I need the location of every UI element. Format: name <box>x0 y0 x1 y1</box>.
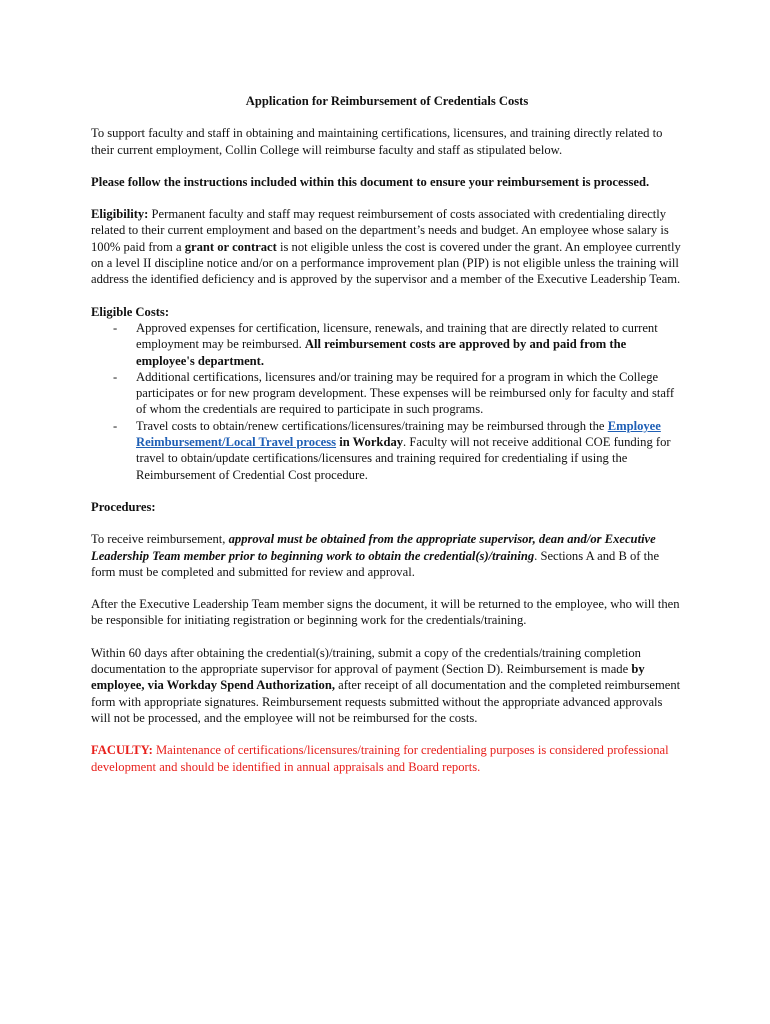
procedures-p1-emphasis: approval must be obtained from the appropriate supervisor, dean and/or Executive Leadership Team member prior to beginning work to obtain the credential(s)/training <box>91 532 656 563</box>
faculty-note <box>91 742 683 775</box>
intro-paragraph: To support faculty and staff in obtaining and maintaining certifications, licensures, and training directly related to their current employment, Collin College will reimburse faculty and staff as stipulated below. <box>91 126 663 157</box>
list-bullet: - <box>113 369 118 384</box>
eligibility-heading: Eligibility: <box>91 207 149 222</box>
procedures-p3-text-2: after receipt of all documentation and the completed reimbursement form with appropriate signatures. Reimbursement requests submitted without the appropriate advanced approvals will not be processed, and the employee will not be reimbursed for the costs. <box>91 678 681 725</box>
cost-item-3-bold: in Workday <box>336 435 404 450</box>
procedures-p1-text-2: . Sections A and B of the form must be completed and submitted for review and approval. <box>91 548 660 579</box>
procedures-heading: Procedures: <box>91 499 156 514</box>
cost-item-1-text: Approved expenses for certification, licensure, renewals, and training that are directly related to current employment may be reimbursed. <box>136 320 658 352</box>
faculty-note-label: FACULTY: <box>91 743 153 758</box>
eligibility-text-2: is not eligible unless the cost is covered under the grant. An employee currently on a level II discipline notice and/or on a performance improvement plan (PIP) is not eligible unless the training will address the identified deficiency and is approved by the supervisor and a member of the Executive Leadership Team. <box>91 239 681 287</box>
cost-item-1-bold: All reimbursement costs are approved by and paid from the employee's department. <box>136 337 627 368</box>
eligible-costs-heading: Eligible Costs: <box>91 304 170 319</box>
list-item <box>91 369 683 418</box>
cost-item-2-text: Additional certifications, licensures and/or training may be required for a program in which the College participates or for new program development. These expenses will be reimbursed only for faculty and staff of whom the credentials are required to participate in such programs. <box>136 369 675 417</box>
cost-item-3-text-2: . Faculty will not receive additional COE funding for travel to obtain/update certifications/licensures and training required for credentialing if using the Reimbursement of Credential Cost procedure. <box>136 435 671 482</box>
list-item <box>91 418 683 483</box>
list-item <box>91 320 683 369</box>
eligible-costs-list <box>91 320 683 483</box>
eligibility-emphasis: grant or contract <box>184 239 277 254</box>
procedures-p3-bold: by employee, via Workday Spend Authorization, <box>91 662 645 693</box>
document-body <box>91 93 683 791</box>
eligibility-text-1: Permanent faculty and staff may request reimbursement of costs associated with credentialing directly related to their current employment and based on the department’s needs and budget. An employee whose salary is 100% paid from a <box>91 207 669 254</box>
cost-item-3-text-1: Travel costs to obtain/renew certifications/licensures/training may be reimbursed through the <box>136 418 608 433</box>
list-bullet: - <box>113 320 118 335</box>
employee-reimbursement-link[interactable]: Employee Reimbursement/Local Travel process <box>136 418 661 450</box>
instructions-note: Please follow the instructions included within this document to ensure your reimbursement is processed. <box>91 174 650 189</box>
faculty-note-text: Maintenance of certifications/licensures/training for credentialing purposes is considered professional development and should be identified in annual appraisals and Board reports. <box>91 743 669 774</box>
procedures-p1-text-1: To receive reimbursement, <box>91 532 229 547</box>
procedures-paragraph-1 <box>91 531 683 580</box>
procedures-p3-text-1: Within 60 days after obtaining the credential(s)/training, submit a copy of the credentials/training completion documentation to the appropriate supervisor for approval of payment (Section D). Reimbursement is made <box>91 645 641 677</box>
procedures-paragraph-3 <box>91 645 683 726</box>
procedures-paragraph-2: After the Executive Leadership Team member signs the document, it will be returned to the employee, who will then be responsible for initiating registration or beginning work for the credentials/training. <box>91 597 680 628</box>
document-title: Application for Reimbursement of Credentials Costs <box>245 94 529 108</box>
list-bullet: - <box>113 418 118 433</box>
eligibility-paragraph <box>91 206 683 287</box>
